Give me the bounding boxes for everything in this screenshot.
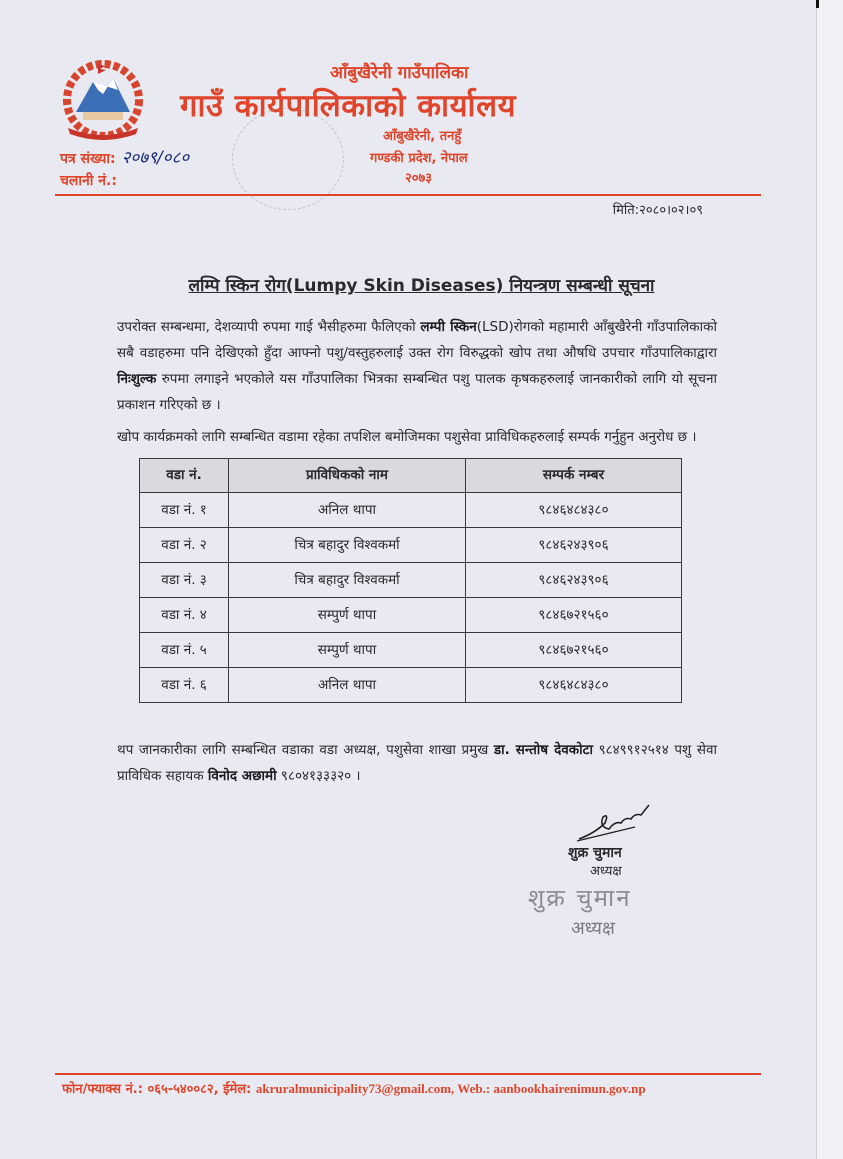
name-cell: अनिल थापा: [229, 493, 466, 528]
signatory-title: अध्यक्ष: [590, 864, 622, 879]
letter-number: [60, 148, 189, 169]
ward-cell: वडा नं. ३: [140, 563, 229, 598]
contact-table: [139, 458, 682, 703]
address-line-2: गण्डकी प्रदेश, नेपाल: [370, 151, 468, 166]
municipality-name: आँबुखैरेनी गाउँपालिका: [330, 63, 469, 83]
notice-paragraph-2: खोप कार्यक्रमको लागि सम्बन्धित वडामा रहेका तपशिल बमोजिमका पशुसेवा प्राविधिकहरुलाई सम्पर्क गर्नुहुन अनुरोध छ ।: [117, 429, 697, 445]
notice-paragraph-1: [117, 314, 717, 418]
office-name: गाउँ कार्यपालिकाको कार्यालय: [180, 88, 517, 124]
date: मिति:२०८०।०२।०९: [612, 203, 703, 218]
text: थप जानकारीका लागि सम्बन्धित वडाका वडा अध्यक्ष, पशुसेवा शाखा प्रमुख: [117, 742, 494, 758]
table-header-row: [140, 459, 682, 493]
table-row: [140, 493, 682, 528]
table-row: [140, 633, 682, 668]
dispatch-number-label: चलानी नं.:: [60, 173, 117, 189]
phone-cell: ९८४६७२१५६०: [466, 598, 682, 633]
bold-text: निःशुल्क: [117, 371, 157, 387]
column-header-phone: सम्पर्क नम्बर: [466, 459, 682, 493]
ward-cell: वडा नं. ६: [140, 668, 229, 703]
established-year: २०७३: [405, 171, 433, 186]
table-row: [140, 598, 682, 633]
letter-number-label: पत्र संख्या:: [60, 151, 116, 167]
name-cell: चित्र बहादुर विश्वकर्मा: [229, 528, 466, 563]
nepal-emblem-logo: [58, 60, 148, 140]
notice-body: [0, 274, 843, 941]
footer-divider: [55, 1073, 761, 1075]
ward-cell: वडा नं. २: [140, 528, 229, 563]
name-cell: चित्र बहादुर विश्वकर्मा: [229, 563, 466, 598]
phone-cell: ९८४६४८४३८०: [466, 493, 682, 528]
text: उपरोक्त सम्बन्धमा, देशव्यापी रुपमा गाई भैसीहरुमा फैलिएको: [117, 319, 421, 335]
bold-text: लम्पी स्किन: [420, 319, 477, 335]
header-divider: [55, 194, 761, 196]
footer-email-web: akruralmunicipality73@gmail.com, Web.: aanbookhairenimun.gov.np: [255, 1081, 646, 1096]
notice-paragraph-3: [117, 737, 717, 789]
ward-cell: वडा नं. १: [140, 493, 229, 528]
footer-contact: [62, 1080, 646, 1099]
scan-mark: [816, 0, 819, 8]
ward-cell: वडा नं. ५: [140, 633, 229, 668]
column-header-ward: वडा नं.: [140, 459, 229, 493]
phone-cell: ९८४६४८४३८०: [466, 668, 682, 703]
text: ९८४९९१२५१४ पशु सेवा प्राविधिक सहायक: [117, 742, 717, 784]
notice-title: लम्पि स्किन रोग(Lumpy Skin Diseases) नियन्त्रण सम्बन्धी सूचना: [188, 276, 655, 296]
signatory-name: शुक्र चुमान: [568, 845, 622, 861]
phone-cell: ९८४६२४३९०६: [466, 528, 682, 563]
ward-cell: वडा नं. ४: [140, 598, 229, 633]
footer-phone: फोन/फ्याक्स नं.: ०६५-५४००८२, ईमेल:: [62, 1082, 256, 1097]
address-line-1: आँबुखैरेनी, तनहुँ: [383, 129, 462, 144]
seal-name-stamp: शुक्र चुमान: [528, 884, 632, 912]
seal-title-stamp: अध्यक्ष: [571, 918, 615, 939]
handwritten-signature: [575, 803, 655, 843]
table-row: [140, 528, 682, 563]
column-header-name: प्राविधिकको नाम: [229, 459, 466, 493]
name-cell: सम्पुर्ण थापा: [229, 633, 466, 668]
bold-text: डा. सन्तोष देवकोटा: [493, 742, 593, 758]
text: (LSD)रोगको महामारी आँबुखैरेनी गाँउपालिकाको सबै वडाहरुमा पनि देखिएको हुँदा आफ्नो पशु/वस्तुहरुलाई उक्त रोग विरुद्धको खोप तथा औषधि उपचार गाँउपालिकाद्वारा: [117, 319, 718, 361]
text: ९८०४१३३३२० ।: [276, 768, 361, 784]
text: रुपमा लगाइने भएकोले यस गाँउपालिका भित्रका सम्बन्धित पशु पालक कृषकहरुलाई जानकारीको लागि यो सूचना प्रकाशन गरिएको छ ।: [117, 371, 717, 413]
name-cell: अनिल थापा: [229, 668, 466, 703]
phone-cell: ९८४६७२१५६०: [466, 633, 682, 668]
bold-text: विनोद अछामी: [207, 768, 277, 784]
table-row: [140, 668, 682, 703]
phone-cell: ९८४६२४३९०६: [466, 563, 682, 598]
table-row: [140, 563, 682, 598]
letter-number-value: २०७९/०८०: [121, 148, 190, 168]
signature-block: [525, 803, 685, 941]
name-cell: सम्पुर्ण थापा: [229, 598, 466, 633]
